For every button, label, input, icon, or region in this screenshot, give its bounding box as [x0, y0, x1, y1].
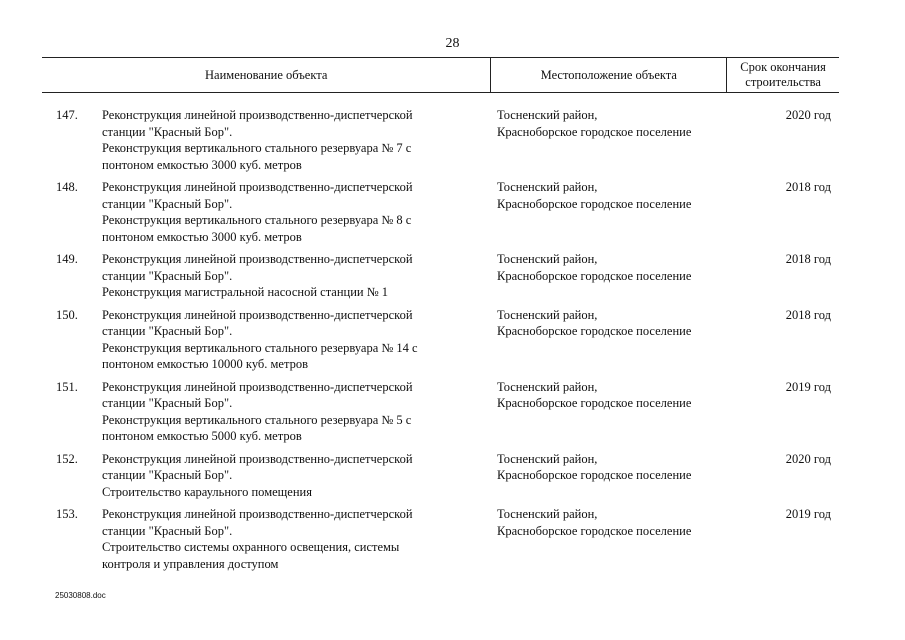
- object-name-line: Реконструкция линейной производственно-диспетчерской: [102, 379, 413, 394]
- object-location: [497, 379, 752, 445]
- object-name-line: Реконструкция линейной производственно-диспетчерской: [102, 180, 413, 194]
- object-name: [102, 179, 497, 245]
- table-row: [42, 107, 839, 173]
- object-location-line: Красноборское городское поселение: [497, 124, 692, 139]
- object-name-line: станции "Красный Бор".: [102, 523, 233, 538]
- object-name-line: станции "Красный Бор".: [102, 196, 233, 211]
- completion-year: 2018 год: [785, 307, 831, 322]
- completion-year: 2020 год: [785, 451, 831, 466]
- row-number: 153.: [56, 507, 78, 521]
- table-row: [42, 451, 839, 501]
- file-name: 25030808.doc: [55, 591, 106, 600]
- row-number: 149.: [56, 252, 78, 266]
- object-name-line: понтоном емкостью 5000 куб. метров: [102, 429, 302, 443]
- row-number: 151.: [56, 379, 78, 394]
- object-location-line: Тосненский район,: [497, 379, 598, 394]
- object-location-line: Тосненский район,: [497, 307, 598, 322]
- object-name-line: станции "Красный Бор".: [102, 124, 233, 139]
- object-name-line: Реконструкция вертикального стального резервуара № 14 с: [102, 340, 418, 355]
- row-number: 148.: [56, 180, 78, 194]
- table-row: [42, 506, 839, 572]
- object-name-line: Реконструкция линейной производственно-диспетчерской: [102, 108, 413, 122]
- object-location-line: Красноборское городское поселение: [497, 523, 692, 538]
- header-deadline: [727, 58, 839, 92]
- object-location-line: Красноборское городское поселение: [497, 396, 692, 410]
- object-name-line: понтоном емкостью 3000 куб. метров: [102, 157, 302, 172]
- completion-year: 2018 год: [785, 252, 831, 266]
- object-location: [497, 251, 752, 301]
- row-number: 150.: [56, 307, 78, 322]
- header-name: Наименование объекта: [42, 58, 491, 92]
- object-name: [102, 506, 497, 572]
- object-location-line: Красноборское городское поселение: [497, 268, 692, 283]
- object-location-line: Тосненский район,: [497, 507, 598, 521]
- object-name: [102, 307, 497, 373]
- object-name-line: Реконструкция вертикального стального резервуара № 5 с: [102, 412, 412, 427]
- object-location-line: Красноборское городское поселение: [497, 324, 692, 338]
- object-name: [102, 107, 497, 173]
- object-location: [497, 179, 752, 245]
- completion-year: 2019 год: [785, 507, 831, 521]
- table-row: [42, 251, 839, 301]
- object-location-line: Тосненский район,: [497, 108, 598, 122]
- completion-year: 2018 год: [785, 180, 831, 194]
- header-deadline-line1: Срок окончания: [740, 60, 826, 74]
- row-number: 152.: [56, 451, 78, 466]
- table-header: [42, 57, 839, 93]
- object-name-line: понтоном емкостью 3000 куб. метров: [102, 229, 302, 244]
- object-name: [102, 451, 497, 501]
- object-name-line: Реконструкция линейной производственно-диспетчерской: [102, 307, 413, 322]
- object-name-line: станции "Красный Бор".: [102, 268, 233, 283]
- table-row: [42, 179, 839, 245]
- object-name-line: станции "Красный Бор".: [102, 468, 233, 482]
- object-name: [102, 251, 497, 301]
- object-location-line: Тосненский район,: [497, 252, 598, 266]
- object-name-line: Реконструкция линейной производственно-диспетчерской: [102, 252, 413, 266]
- object-name-line: станции "Красный Бор".: [102, 396, 233, 410]
- object-location-line: Красноборское городское поселение: [497, 468, 692, 482]
- object-name-line: Реконструкция линейной производственно-диспетчерской: [102, 507, 413, 521]
- row-number: 147.: [56, 108, 78, 122]
- object-location: [497, 107, 752, 173]
- object-name-line: контроля и управления доступом: [102, 556, 279, 571]
- object-name-line: Реконструкция вертикального стального резервуара № 8 с: [102, 213, 412, 227]
- completion-year: 2019 год: [785, 379, 831, 394]
- object-location-line: Тосненский район,: [497, 180, 598, 194]
- object-location-line: Красноборское городское поселение: [497, 196, 692, 211]
- object-name-line: понтоном емкостью 10000 куб. метров: [102, 357, 308, 371]
- page-number: 28: [445, 36, 460, 51]
- object-name-line: Реконструкция линейной производственно-диспетчерской: [102, 451, 413, 466]
- table-row: [42, 307, 839, 373]
- header-deadline-line2: строительства: [745, 75, 821, 89]
- table-body: [42, 107, 839, 578]
- object-location: [497, 307, 752, 373]
- table-row: [42, 379, 839, 445]
- object-name-line: станции "Красный Бор".: [102, 324, 233, 338]
- completion-year: 2020 год: [785, 108, 831, 122]
- object-location: [497, 451, 752, 501]
- object-location: [497, 506, 752, 572]
- object-location-line: Тосненский район,: [497, 451, 598, 466]
- object-name-line: Строительство системы охранного освещения, системы: [102, 540, 400, 554]
- object-name: [102, 379, 497, 445]
- header-location: Местоположение объекта: [491, 58, 727, 92]
- object-name-line: Строительство караульного помещения: [102, 484, 312, 499]
- object-name-line: Реконструкция магистральной насосной станции № 1: [102, 285, 389, 299]
- object-name-line: Реконструкция вертикального стального резервуара № 7 с: [102, 141, 412, 155]
